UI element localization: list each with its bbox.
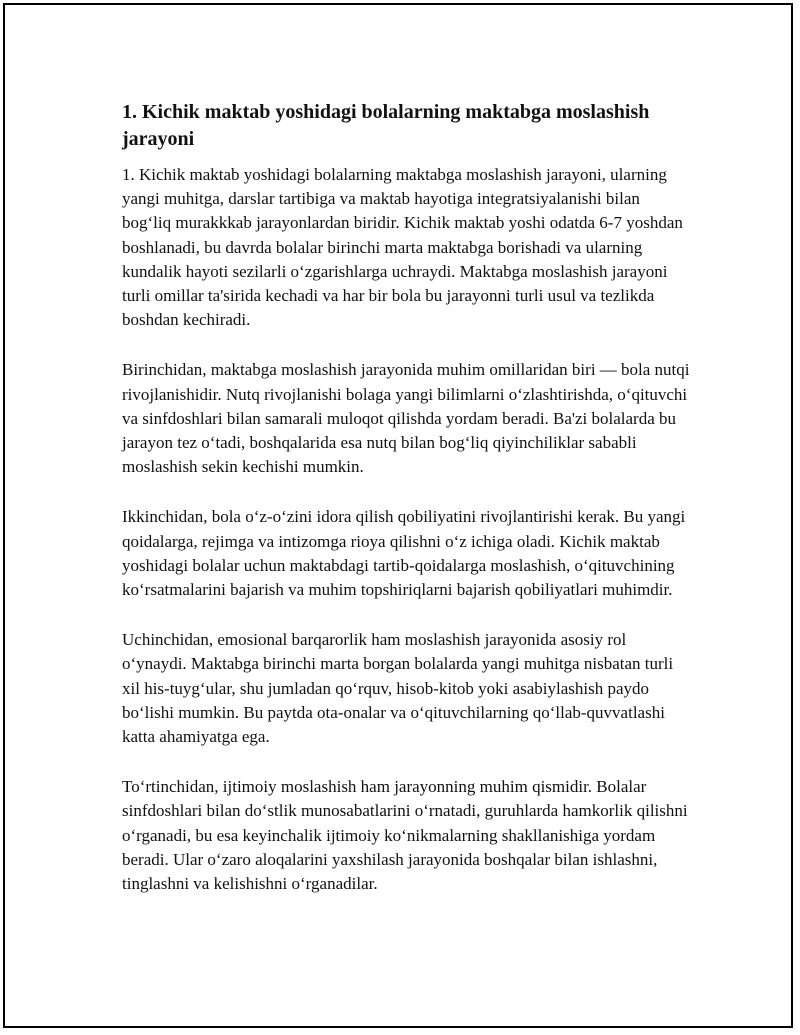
- page-frame: [3, 3, 793, 1028]
- document-title: 1. Kichik maktab yoshidagi bolalarning maktabga moslashish jarayoni: [122, 101, 650, 150]
- paragraph-social-adaptation: To‘rtinchidan, ijtimoiy moslashish ham jarayonning muhim qismidir. Bolalar sinfdoshlari bilan do‘stlik munosabatlarini o‘rnatadi, guruhlarda hamkorlik qilishni o‘rganadi, bu esa keyinchalik ijtimoiy ko‘nikmalarning shakllanishiga yordam beradi. Ular o‘zaro aloqalarini yaxshilash jarayonida boshqalar bilan ishlashni, tinglashni va kelishishni o‘rganadilar.: [122, 777, 688, 894]
- paragraph-intro: 1. Kichik maktab yoshidagi bolalarning maktabga moslashish jarayoni, ularning yangi muhitga, darslar tartibiga va maktab hayotiga integratsiyalanishi bilan bog‘liq murakkkab jarayonlardan biridir. Kichik maktab yoshi odatda 6-7 yoshdan boshlanadi, bu davrda bolalar birinchi marta maktabga borishadi va ularning kundalik hayoti sezilarli o‘zgarishlarga uchraydi. Maktabga moslashish jarayoni turli omillar ta'sirida kechadi va har bir bola bu jarayonni turli usul va tezlikda boshdan kechiradi.: [122, 165, 683, 330]
- paragraph-emotional-stability: Uchinchidan, emosional barqarorlik ham moslashish jarayonida asosiy rol o‘ynaydi. Maktabga birinchi marta borgan bolalarda yangi muhitga nisbatan turli xil his-tuyg‘ular, shu jumladan qo‘rquv, hisob-kitob yoki asabiylashish paydo bo‘lishi mumkin. Bu paytda ota-onalar va o‘qituvchilarning qo‘llab-quvvatlashi katta ahamiyatga ega.: [122, 630, 674, 747]
- paragraph-speech-development: Birinchidan, maktabga moslashish jarayonida muhim omillaridan biri — bola nutqi rivojlanishidir. Nutq rivojlanishi bolaga yangi bilimlarni o‘zlashtirishda, o‘qituvchi va sinfdoshlari bilan samarali muloqot qilishda yordam beradi. Ba'zi bolalarda bu jarayon tez o‘tadi, boshqalarida esa nutq bilan bog‘liq qiyinchiliklar sababli moslashish sekin kechishi mumkin.: [122, 360, 690, 477]
- paragraph-self-regulation: Ikkinchidan, bola o‘z-o‘zini idora qilish qobiliyatini rivojlantirishi kerak. Bu yangi qoidalarga, rejimga va intizomga rioya qilishni o‘z ichiga oladi. Kichik maktab yoshidagi bolalar uchun maktabdagi tartib-qoidalarga moslashish, o‘qituvchining ko‘rsatmalarini bajarish va muhim topshiriqlarni bajarish qobiliyatlari muhimdir.: [122, 507, 686, 600]
- document-body: [122, 99, 692, 922]
